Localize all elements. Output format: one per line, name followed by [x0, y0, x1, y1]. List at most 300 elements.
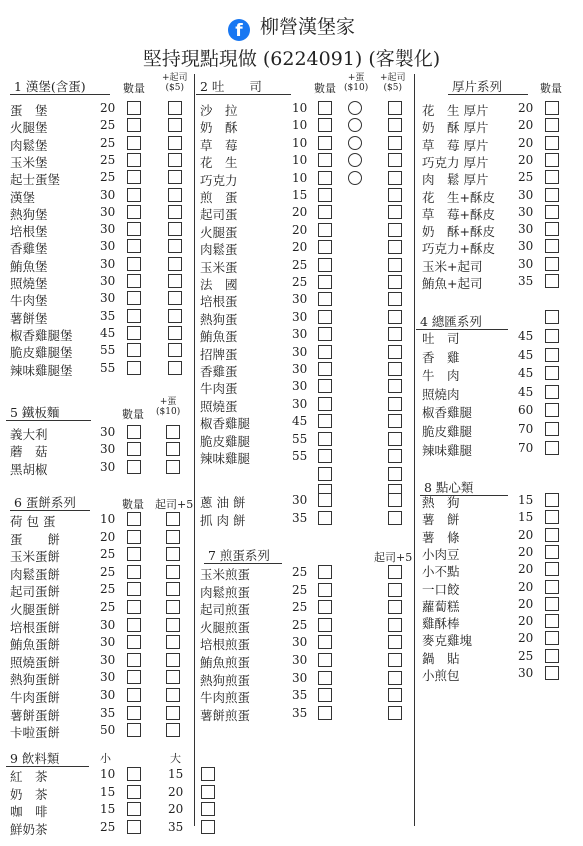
add-cheese-checkbox[interactable] [168, 101, 182, 115]
section-underline [10, 510, 90, 511]
add-cheese-checkbox[interactable] [388, 153, 402, 167]
add-cheese-checkbox[interactable] [168, 309, 182, 323]
add-cheese-checkbox[interactable] [388, 653, 402, 667]
item-price: 25 [292, 617, 308, 632]
quantity-checkbox[interactable] [318, 223, 332, 237]
menu-item-row [10, 257, 200, 276]
quantity-checkbox[interactable] [318, 171, 332, 185]
quantity-checkbox[interactable] [127, 635, 141, 649]
item-name: 花 生 厚片 [422, 103, 489, 118]
menu-item-row [10, 205, 200, 224]
quantity-checkbox[interactable] [318, 600, 332, 614]
item-name: 薯餅蛋餅 [10, 707, 61, 723]
menu-item-row [200, 223, 390, 242]
add-cheese-checkbox[interactable] [166, 618, 180, 632]
quantity-checkbox[interactable] [127, 600, 141, 614]
item-price: 20 [518, 614, 534, 629]
column-header: 數量 [314, 82, 336, 95]
quantity-checkbox[interactable] [127, 239, 141, 253]
item-price: 30 [100, 187, 116, 202]
item-name: 一口餃 [422, 581, 460, 597]
quantity-checkbox[interactable] [127, 460, 141, 474]
quantity-checkbox[interactable] [545, 188, 559, 202]
item-name: 熱狗蛋餅 [10, 672, 61, 688]
item-price: 50 [100, 723, 116, 738]
add-egg-checkbox[interactable] [166, 460, 180, 474]
quantity-checkbox[interactable] [545, 631, 559, 645]
quantity-checkbox[interactable] [318, 565, 332, 579]
add-cheese-checkbox[interactable] [388, 449, 402, 463]
quantity-checkbox[interactable] [318, 136, 332, 150]
column-header-line: +蛋 [159, 397, 177, 407]
large-checkbox[interactable] [201, 785, 215, 799]
add-cheese-checkbox[interactable] [168, 188, 182, 202]
item-name: 椒香雞腿堡 [10, 327, 73, 343]
add-cheese-checkbox[interactable] [168, 118, 182, 132]
quantity-checkbox[interactable] [127, 291, 141, 305]
quantity-checkbox[interactable] [127, 153, 141, 167]
quantity-checkbox[interactable] [545, 205, 559, 219]
quantity-checkbox[interactable] [318, 292, 332, 306]
quantity-checkbox[interactable] [545, 528, 559, 542]
quantity-checkbox[interactable] [127, 343, 141, 357]
item-name: 火腿煎蛋 [200, 619, 251, 635]
item-name: 脆皮雞腿 [200, 433, 251, 449]
quantity-checkbox[interactable] [127, 309, 141, 323]
quantity-checkbox[interactable] [545, 257, 559, 271]
item-name: 草 莓+酥皮 [422, 206, 495, 222]
menu-item-row [200, 706, 390, 725]
menu-item-row [10, 820, 200, 839]
add-cheese-checkbox[interactable] [388, 493, 402, 507]
quantity-checkbox[interactable] [127, 222, 141, 236]
quantity-checkbox[interactable] [545, 510, 559, 524]
item-price: 10 [292, 170, 308, 185]
large-checkbox[interactable] [201, 820, 215, 834]
add-cheese-checkbox[interactable] [168, 222, 182, 236]
quantity-checkbox[interactable] [127, 688, 141, 702]
item-price: 30 [292, 344, 308, 359]
quantity-checkbox[interactable] [127, 118, 141, 132]
section-title: 7 煎蛋系列 [208, 548, 270, 563]
menu-item-row [10, 170, 200, 189]
quantity-checkbox[interactable] [545, 493, 559, 507]
add-cheese-checkbox[interactable] [388, 136, 402, 150]
quantity-checkbox[interactable] [318, 653, 332, 667]
small-checkbox[interactable] [127, 820, 141, 834]
quantity-checkbox[interactable] [545, 441, 559, 455]
quantity-checkbox[interactable] [318, 706, 332, 720]
item-name: 沙 拉 [200, 103, 238, 118]
menu-item-row [422, 329, 583, 348]
add-egg-circle[interactable] [348, 118, 362, 132]
item-name: 花 生 [200, 155, 238, 171]
quantity-checkbox[interactable] [127, 512, 141, 526]
quantity-checkbox[interactable] [127, 170, 141, 184]
item-price: 10 [292, 135, 308, 150]
menu-item-row [422, 136, 583, 155]
add-egg-circle[interactable] [348, 136, 362, 150]
quantity-checkbox[interactable] [127, 425, 141, 439]
item-price: 25 [100, 547, 116, 562]
add-cheese-checkbox[interactable] [168, 291, 182, 305]
item-price: 35 [518, 274, 534, 288]
item-name: 肉鬆煎蛋 [200, 584, 251, 600]
add-cheese-checkbox[interactable] [168, 239, 182, 253]
section-underline [10, 94, 110, 95]
quantity-checkbox[interactable] [127, 706, 141, 720]
add-cheese-checkbox[interactable] [388, 118, 402, 132]
add-cheese-checkbox[interactable] [168, 205, 182, 219]
item-name: 小肉豆 [422, 546, 460, 562]
quantity-checkbox[interactable] [127, 257, 141, 271]
quantity-checkbox[interactable] [318, 188, 332, 202]
quantity-checkbox[interactable] [545, 580, 559, 594]
add-cheese-checkbox[interactable] [388, 467, 402, 481]
quantity-checkbox[interactable] [127, 670, 141, 684]
add-cheese-checkbox[interactable] [388, 600, 402, 614]
quantity-checkbox[interactable] [545, 170, 559, 184]
item-price: 30 [518, 222, 534, 237]
large-checkbox[interactable] [201, 802, 215, 816]
quantity-checkbox[interactable] [318, 635, 332, 649]
menu-item-row [200, 327, 390, 346]
quantity-checkbox[interactable] [545, 385, 559, 399]
add-egg-circle[interactable] [348, 171, 362, 185]
add-cheese-checkbox[interactable] [166, 582, 180, 596]
quantity-checkbox[interactable] [318, 397, 332, 411]
item-price: 30 [100, 652, 116, 667]
quantity-checkbox[interactable] [318, 511, 332, 525]
item-price: 20 [518, 152, 534, 167]
item-price: 25 [100, 600, 116, 614]
item-price: 55 [292, 449, 308, 463]
column-header [344, 73, 368, 93]
quantity-checkbox[interactable] [127, 582, 141, 596]
quantity-checkbox[interactable] [127, 274, 141, 288]
quantity-checkbox[interactable] [545, 597, 559, 611]
quantity-checkbox[interactable] [545, 422, 559, 436]
item-name: 脆皮雞腿堡 [10, 345, 73, 361]
add-cheese-checkbox[interactable] [168, 274, 182, 288]
add-cheese-checkbox[interactable] [166, 688, 180, 702]
item-price: 35 [292, 705, 308, 720]
item-name: 牛肉蛋 [200, 381, 238, 397]
add-cheese-checkbox[interactable] [388, 583, 402, 597]
add-egg-circle[interactable] [348, 101, 362, 115]
add-cheese-checkbox[interactable] [388, 327, 402, 341]
item-name: 草 莓 厚片 [422, 137, 489, 153]
add-cheese-checkbox[interactable] [388, 397, 402, 411]
menu-item-row [200, 101, 390, 120]
item-name: 煎 蛋 [200, 190, 238, 205]
quantity-checkbox[interactable] [545, 348, 559, 362]
quantity-checkbox[interactable] [318, 345, 332, 359]
quantity-checkbox[interactable] [127, 618, 141, 632]
item-price: 35 [292, 511, 308, 525]
quantity-checkbox[interactable] [318, 618, 332, 632]
add-cheese-checkbox[interactable] [388, 345, 402, 359]
quantity-checkbox[interactable] [545, 649, 559, 663]
add-cheese-checkbox[interactable] [388, 671, 402, 685]
quantity-checkbox[interactable] [127, 565, 141, 579]
column-header-line: ($10) [156, 407, 181, 417]
item-name: 香雞蛋 [200, 364, 238, 379]
add-cheese-checkbox[interactable] [388, 292, 402, 306]
menu-item-row [200, 414, 390, 433]
quantity-checkbox[interactable] [318, 688, 332, 702]
quantity-checkbox[interactable] [127, 326, 141, 340]
add-cheese-checkbox[interactable] [166, 547, 180, 561]
item-name: 蛋 餅 [10, 531, 61, 547]
add-cheese-checkbox[interactable] [168, 361, 182, 375]
add-cheese-checkbox[interactable] [166, 706, 180, 720]
add-cheese-checkbox[interactable] [388, 258, 402, 272]
quantity-checkbox[interactable] [127, 530, 141, 544]
menu-item-row [10, 361, 200, 380]
add-cheese-checkbox[interactable] [388, 362, 402, 376]
quantity-checkbox[interactable] [545, 403, 559, 417]
add-cheese-checkbox[interactable] [168, 153, 182, 167]
section-title: 9 飲料類 [10, 751, 60, 766]
quantity-checkbox[interactable] [318, 493, 332, 507]
menu-item-row [10, 442, 200, 461]
add-cheese-checkbox[interactable] [168, 170, 182, 184]
column-header [156, 397, 180, 417]
add-egg-circle[interactable] [348, 153, 362, 167]
small-checkbox[interactable] [127, 785, 141, 799]
add-cheese-checkbox[interactable] [388, 432, 402, 446]
quantity-checkbox[interactable] [127, 653, 141, 667]
item-price: 15 [518, 493, 534, 507]
add-cheese-checkbox[interactable] [166, 653, 180, 667]
quantity-checkbox[interactable] [545, 222, 559, 236]
menu-item-row [422, 118, 583, 137]
quantity-checkbox[interactable] [318, 583, 332, 597]
menu-item-row [10, 530, 200, 549]
quantity-checkbox[interactable] [318, 258, 332, 272]
add-cheese-checkbox[interactable] [388, 205, 402, 219]
quantity-checkbox[interactable] [545, 136, 559, 150]
column-header-line: +蛋 [347, 73, 365, 83]
quantity-checkbox[interactable] [318, 101, 332, 115]
item-name: 牛肉堡 [10, 293, 48, 309]
item-price: 30 [100, 204, 116, 219]
item-price: 55 [100, 360, 116, 375]
quantity-checkbox[interactable] [318, 153, 332, 167]
quantity-checkbox[interactable] [545, 366, 559, 380]
item-name: 漢堡 [10, 189, 36, 205]
menu-item-row [200, 600, 390, 619]
quantity-checkbox[interactable] [127, 361, 141, 375]
item-price: 35 [100, 308, 116, 323]
item-price: 30 [100, 617, 116, 632]
quantity-checkbox[interactable] [318, 671, 332, 685]
quantity-checkbox[interactable] [545, 118, 559, 132]
quantity-checkbox[interactable] [127, 442, 141, 456]
item-name: 火腿蛋 [200, 224, 238, 240]
item-price: 60 [518, 403, 534, 418]
menu-item-row [422, 528, 583, 547]
quantity-checkbox[interactable] [127, 188, 141, 202]
quantity-checkbox[interactable] [545, 329, 559, 343]
menu-item-row [200, 583, 390, 602]
item-price: 30 [292, 292, 308, 307]
item-price: 25 [518, 170, 534, 185]
quantity-checkbox[interactable] [318, 327, 332, 341]
item-price: 30 [292, 379, 308, 394]
add-egg-checkbox[interactable] [166, 425, 180, 439]
add-cheese-checkbox[interactable] [388, 223, 402, 237]
menu-item-row [200, 240, 390, 259]
quantity-checkbox[interactable] [545, 666, 559, 680]
menu-item-row [10, 188, 200, 207]
add-cheese-checkbox[interactable] [166, 565, 180, 579]
quantity-checkbox[interactable] [127, 547, 141, 561]
quantity-checkbox[interactable] [545, 101, 559, 115]
add-cheese-checkbox[interactable] [166, 530, 180, 544]
item-name: 牛肉蛋餅 [10, 690, 61, 705]
item-name: 辣味雞腿 [422, 442, 473, 458]
add-cheese-checkbox[interactable] [388, 240, 402, 254]
quantity-checkbox[interactable] [545, 310, 559, 324]
item-price: 45 [518, 329, 534, 343]
add-cheese-checkbox[interactable] [166, 512, 180, 526]
item-name: 辣味雞腿堡 [10, 362, 73, 378]
item-price: 45 [518, 366, 534, 381]
add-cheese-checkbox[interactable] [166, 600, 180, 614]
add-cheese-checkbox[interactable] [388, 565, 402, 579]
quantity-checkbox[interactable] [545, 614, 559, 628]
quantity-checkbox[interactable] [318, 310, 332, 324]
column-header [380, 73, 406, 93]
quantity-checkbox[interactable] [545, 545, 559, 559]
item-name: 蛋 堡 [10, 103, 48, 118]
item-name: 玉米堡 [10, 154, 48, 170]
menu-item-row [422, 188, 583, 207]
quantity-checkbox[interactable] [127, 723, 141, 737]
add-cheese-checkbox[interactable] [388, 688, 402, 702]
item-name: 吐 司 [422, 331, 460, 346]
add-cheese-checkbox[interactable] [168, 136, 182, 150]
quantity-checkbox[interactable] [127, 101, 141, 115]
item-price: 30 [100, 256, 116, 271]
item-price: 30 [100, 239, 116, 254]
menu-item-row [200, 493, 390, 512]
item-price: 30 [518, 187, 534, 202]
item-price: 30 [292, 493, 308, 507]
add-cheese-checkbox[interactable] [388, 101, 402, 115]
quantity-checkbox[interactable] [545, 153, 559, 167]
item-price: 30 [100, 425, 116, 439]
item-name: 熱 狗 [422, 495, 460, 510]
menu-item-row [200, 432, 390, 451]
add-cheese-checkbox[interactable] [166, 635, 180, 649]
menu-item-row [200, 345, 390, 364]
item-price: 10 [292, 118, 308, 133]
add-cheese-checkbox[interactable] [388, 414, 402, 428]
quantity-checkbox[interactable] [318, 414, 332, 428]
item-name: 牛肉煎蛋 [200, 690, 251, 706]
section-title: 6 蛋餅系列 [14, 495, 76, 510]
item-price: 20 [518, 544, 534, 559]
quantity-checkbox[interactable] [545, 274, 559, 288]
item-name: 奶 茶 [10, 786, 48, 802]
add-cheese-checkbox[interactable] [388, 275, 402, 289]
add-cheese-checkbox[interactable] [166, 670, 180, 684]
quantity-checkbox[interactable] [318, 379, 332, 393]
large-checkbox[interactable] [201, 767, 215, 781]
menu-item-row [200, 565, 390, 584]
menu-item-row [422, 666, 583, 685]
item-price: 25 [292, 582, 308, 597]
item-name: 照燒肉 [422, 386, 460, 402]
quantity-checkbox[interactable] [318, 205, 332, 219]
quantity-checkbox[interactable] [318, 118, 332, 132]
add-cheese-checkbox[interactable] [168, 326, 182, 340]
quantity-checkbox[interactable] [318, 240, 332, 254]
quantity-checkbox[interactable] [318, 275, 332, 289]
item-price: 45 [100, 325, 116, 340]
menu-item-row [422, 649, 583, 668]
add-cheese-checkbox[interactable] [388, 511, 402, 525]
add-cheese-checkbox[interactable] [168, 257, 182, 271]
small-checkbox[interactable] [127, 802, 141, 816]
menu-item-row [422, 348, 583, 367]
item-name: 肉鬆堡 [10, 137, 48, 153]
item-price: 30 [518, 239, 534, 254]
add-cheese-checkbox[interactable] [388, 310, 402, 324]
quantity-checkbox[interactable] [127, 205, 141, 219]
add-cheese-checkbox[interactable] [168, 343, 182, 357]
quantity-checkbox[interactable] [545, 562, 559, 576]
small-checkbox[interactable] [127, 767, 141, 781]
add-cheese-checkbox[interactable] [388, 188, 402, 202]
quantity-checkbox[interactable] [318, 449, 332, 463]
item-price: 35 [100, 705, 116, 720]
menu-item-row [10, 101, 200, 120]
quantity-checkbox[interactable] [318, 432, 332, 446]
menu-item-row [200, 136, 390, 155]
item-price-large: 15 [168, 767, 184, 781]
item-name: 花 生+酥皮 [422, 189, 495, 205]
item-price: 20 [518, 135, 534, 150]
add-cheese-checkbox[interactable] [388, 706, 402, 720]
quantity-checkbox[interactable] [127, 136, 141, 150]
menu-item-row [200, 362, 390, 381]
item-name: 義大利 [10, 427, 48, 442]
item-name: 培根蛋 [200, 294, 238, 310]
menu-item-row [10, 136, 200, 155]
item-price: 30 [292, 635, 308, 650]
menu-item-row [422, 239, 583, 258]
item-price: 30 [100, 635, 116, 650]
quantity-checkbox[interactable] [318, 362, 332, 376]
quantity-checkbox[interactable] [545, 239, 559, 253]
add-cheese-checkbox[interactable] [388, 618, 402, 632]
menu-item-row [200, 671, 390, 690]
add-cheese-checkbox[interactable] [388, 171, 402, 185]
add-egg-checkbox[interactable] [166, 442, 180, 456]
add-cheese-checkbox[interactable] [388, 635, 402, 649]
item-name: 肉鬆蛋餅 [10, 566, 61, 582]
quantity-checkbox[interactable] [318, 467, 332, 481]
add-cheese-checkbox[interactable] [166, 723, 180, 737]
menu-item-row [200, 379, 390, 398]
menu-item-row [10, 600, 200, 619]
item-price: 25 [100, 170, 116, 185]
add-cheese-checkbox[interactable] [388, 379, 402, 393]
